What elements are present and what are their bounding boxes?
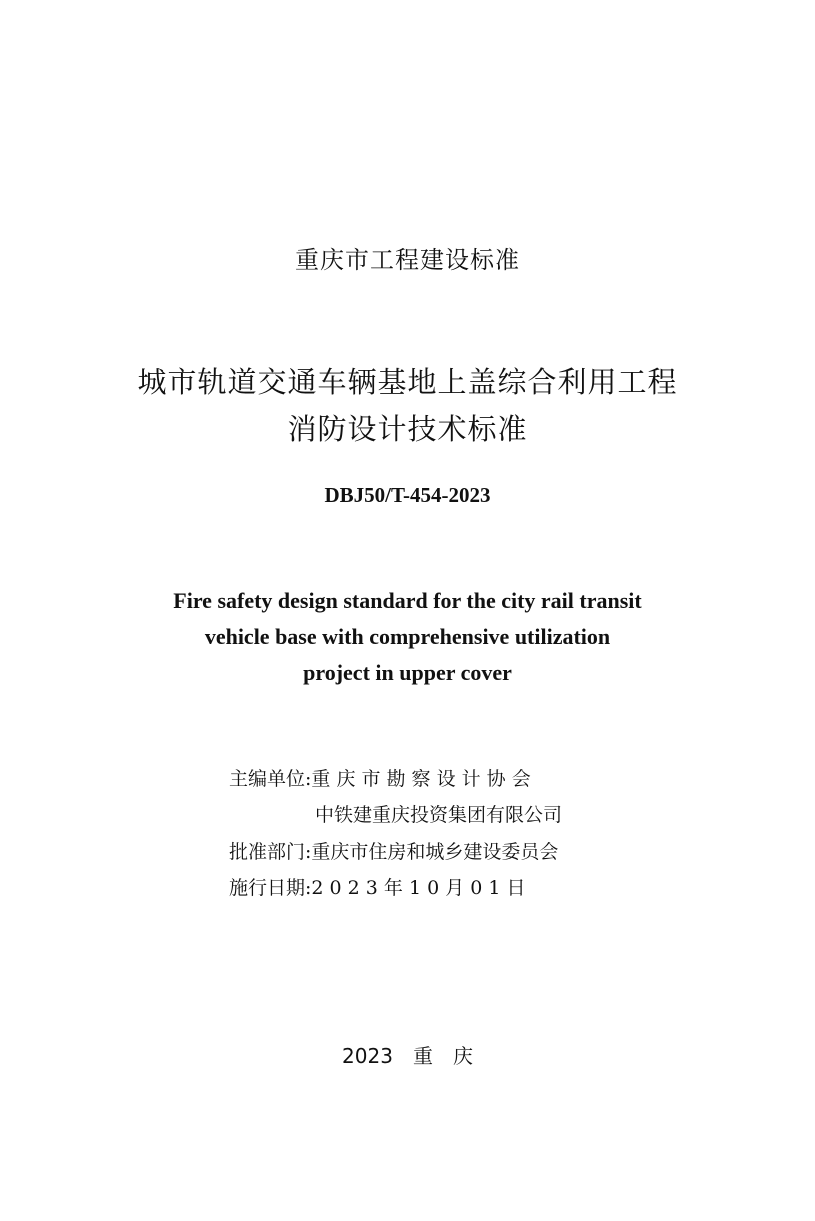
chief-editor-unit: 主编单位:重 庆 市 勘 察 设 计 协 会 (229, 768, 531, 790)
publication-year-place: 2023 重 庆 (342, 1044, 473, 1068)
english-title-line-1: Fire safety design standard for the city rail transit (173, 588, 642, 613)
standard-code: DBJ50/T-454-2023 (324, 483, 491, 507)
effective-date: 施行日期:2 0 2 3 年 1 0 月 0 1 日 (229, 877, 526, 899)
document-title-line-2: 消防设计技术标准 (287, 412, 528, 446)
english-title-line-3: project in upper cover (303, 660, 512, 685)
approval-department: 批准部门:重庆市住房和城乡建设委员会 (229, 841, 559, 863)
standard-series: 重庆市工程建设标准 (295, 246, 520, 274)
english-title-line-2: vehicle base with comprehensive utilization (204, 624, 611, 649)
co-editor-unit: 中铁建重庆投资集团有限公司 (315, 804, 563, 826)
document-title-line-1: 城市轨道交通车辆基地上盖综合利用工程 (137, 365, 678, 399)
